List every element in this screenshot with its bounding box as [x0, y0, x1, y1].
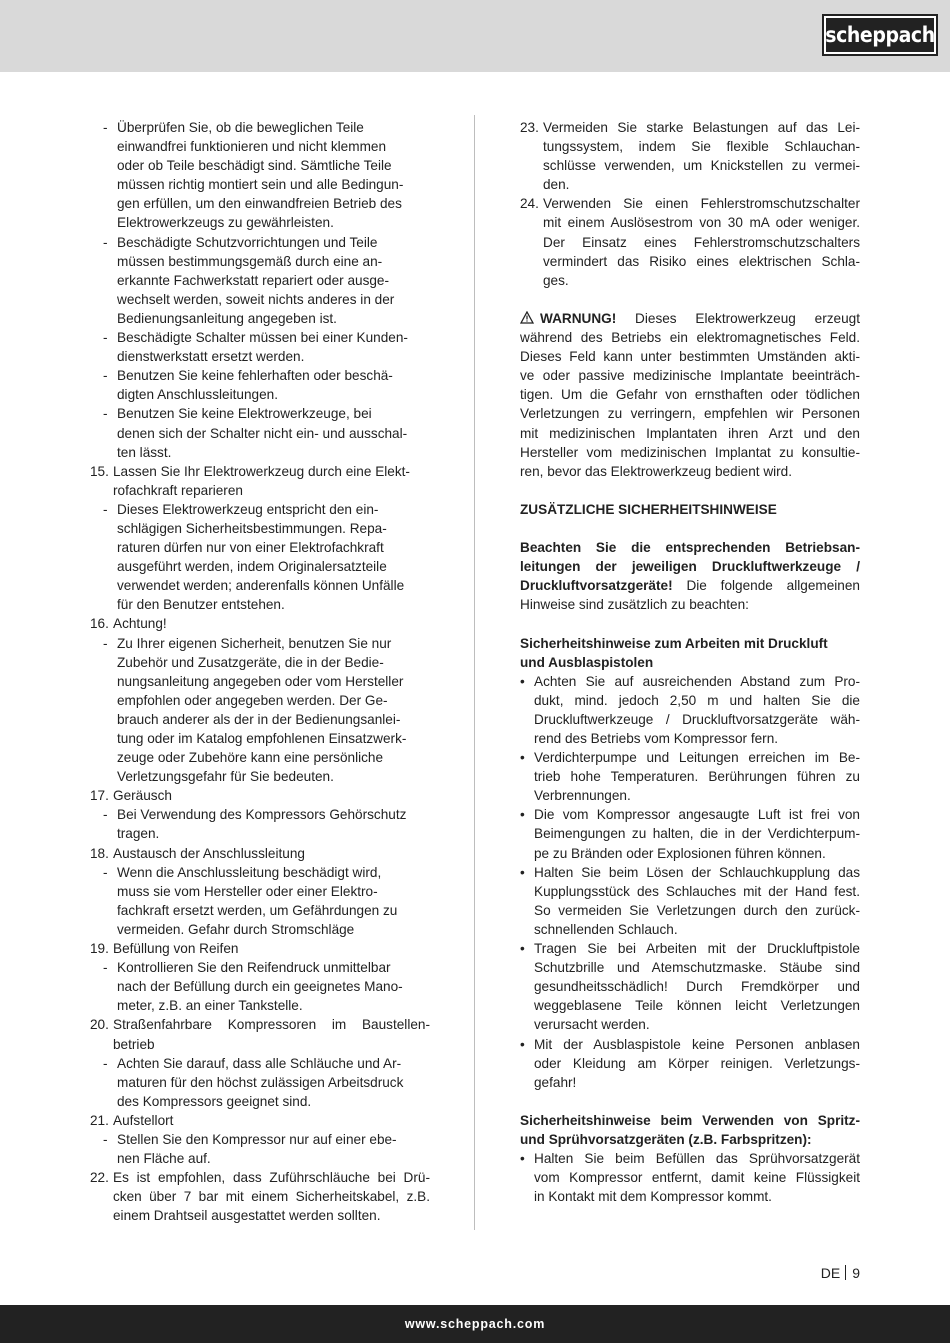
paragraph-spacer [520, 481, 860, 500]
bold-line: und Ausblaspistolen [520, 654, 654, 670]
bullet-item [520, 805, 860, 824]
dash-item [90, 1130, 430, 1149]
item-text: Aufstellort [113, 1112, 174, 1128]
item-continuation: maturen für den höchst zulässigen Arbeitsdruck [117, 1074, 404, 1090]
dash-item [90, 958, 430, 977]
item-continuation: verwendet werden; anderenfalls können Unfälle [117, 578, 405, 594]
item-continuation: denen sich der Schalter nicht ein- und ausschal- [117, 425, 408, 441]
dash-item [90, 118, 430, 137]
dash-marker: - [103, 120, 108, 135]
item-text: Halten Sie beim Lösen der Schlauchkupplung das [534, 864, 860, 880]
website-link[interactable]: www.scheppach.com [404, 1317, 546, 1331]
item-continuation: trieb hohe Temperaturen. Berührungen führen zu [534, 769, 860, 785]
item-continuation: nen Fläche auf. [117, 1151, 211, 1167]
bullet-marker: • [520, 750, 525, 766]
dash-marker: - [103, 234, 108, 250]
item-continuation: einem Drahtseil ausgestattet werden sollten. [113, 1208, 381, 1224]
item-continuation: des Kompressors geeignet sind. [117, 1093, 312, 1109]
item-number: 23. [520, 120, 539, 135]
numbered-item [90, 939, 430, 958]
paragraph-spacer [520, 290, 860, 309]
dash-item [90, 863, 430, 882]
bullet-marker: • [520, 864, 525, 880]
item-text: Beschädigte Schalter müssen bei einer Kunden- [117, 330, 408, 346]
item-text: Dieses Elektrowerkzeug entspricht den ein- [117, 501, 379, 517]
item-text: Halten Sie beim Befüllen das Sprühvorsatzgerät [534, 1151, 860, 1167]
dash-item [90, 500, 430, 519]
dash-marker: - [103, 807, 108, 823]
item-number: 17. [90, 788, 109, 804]
item-text: Verwenden Sie einen Fehlerstromschutzschalter [543, 196, 860, 212]
bullet-marker: • [520, 1151, 525, 1167]
item-continuation: müssen richtig montiert sein und alle Bedingun- [117, 177, 404, 193]
paragraph-line: Hinweise sind zusätzlich zu beachten: [520, 597, 749, 613]
item-continuation: gen erfüllen, um den einwandfreien Betrieb des [117, 196, 402, 212]
item-continuation: raturen dürfen nur von einer Elektrofachkraft [117, 540, 384, 556]
bullet-item [520, 672, 860, 691]
item-text: Überprüfen Sie, ob die beweglichen Teile [117, 120, 364, 135]
section-heading: ZUSÄTZLICHE SICHERHEITSHINWEISE [520, 501, 777, 517]
item-continuation: oder ob Teile beschädigt sind. Sämtliche Teile [117, 158, 392, 174]
item-text: Achten Sie auf ausreichenden Abstand zum Pro- [534, 673, 860, 689]
item-continuation: ten lässt. [117, 444, 172, 460]
item-number: 15. [90, 463, 109, 479]
dash-item [90, 233, 430, 252]
item-continuation: Verletzungsgefahr für Sie bedeuten. [117, 769, 334, 785]
dash-marker: - [103, 501, 108, 517]
item-continuation: weggeblasene Teile können leicht Verletzungen [534, 998, 860, 1014]
item-continuation: verursacht werden. [534, 1017, 650, 1033]
warning-label: WARNUNG! [540, 310, 617, 326]
item-text: Beschädigte Schutzvorrichtungen und Teile [117, 234, 378, 250]
dash-item [90, 366, 430, 385]
item-number: 21. [90, 1112, 109, 1128]
item-continuation: für den Benutzer entstehen. [117, 597, 285, 613]
paragraph-line: Hersteller vom medizinischen Implantat zu konsultie- [520, 444, 860, 460]
item-continuation: gefahr! [534, 1074, 577, 1090]
item-continuation: Bedienungsanleitung angegeben ist. [117, 310, 337, 326]
item-continuation: gesundheitsschädlich! Durch Fremdkörper und [534, 979, 860, 995]
paragraph-line: ve oder passive medizinische Implantate beeinträch- [520, 368, 860, 384]
item-continuation: ges. [543, 272, 569, 288]
paragraph-line [520, 576, 860, 595]
item-continuation: dukt, mind. jedoch 2,50 m und halten Sie die [534, 692, 860, 708]
item-text: Stellen Sie den Kompressor nur auf einer ebe- [117, 1131, 397, 1147]
item-text: Achtung! [113, 616, 167, 632]
numbered-item [90, 1111, 430, 1130]
item-text: Tragen Sie bei Arbeiten mit der Druckluftpistole [534, 941, 860, 957]
bold-line: Beachten Sie die entsprechenden Betriebsan- [520, 540, 860, 556]
numbered-item [520, 194, 860, 213]
item-text: Befüllung von Reifen [113, 941, 239, 957]
item-continuation: schlüsse verwenden, um Knickstellen zu vermei- [543, 158, 860, 174]
item-text: Benutzen Sie keine fehlerhaften oder beschä- [117, 368, 393, 384]
item-continuation: rend des Betriebs vom Kompressor fern. [534, 731, 779, 746]
footer-bar [0, 1305, 950, 1343]
item-text: Straßenfahrbare Kompressoren im Baustellen- [113, 1017, 430, 1033]
paragraph-spacer [520, 614, 860, 633]
dash-marker: - [103, 864, 108, 880]
dash-marker: - [103, 1055, 108, 1071]
item-text: Verdichterpumpe und Leitungen erreichen im Be- [534, 750, 860, 766]
bold-line: leitungen der jeweiligen Druckluftwerkzeuge / [520, 559, 860, 575]
item-text: Austausch der Anschlussleitung [113, 845, 305, 861]
dash-marker: - [103, 330, 108, 346]
item-text: Die vom Kompressor angesaugte Luft ist frei von [534, 807, 860, 823]
item-continuation: einwandfrei funktionieren und nicht klemmen [117, 139, 387, 155]
item-continuation: mit einem Auslösestrom von 30 mA oder weniger. [543, 215, 860, 231]
item-text: Es ist empfohlen, dass Zuführschläuche bei Drü- [113, 1170, 430, 1186]
paragraph-line: Verletzungen zu verringern, empfehlen wir Personen [520, 406, 860, 422]
item-text: Kontrollieren Sie den Reifendruck unmittelbar [117, 960, 391, 976]
item-text: Bei Verwendung des Kompressors Gehörschutz [117, 807, 407, 823]
item-continuation: oder Kleidung am Körper reinigen. Verletzungs- [534, 1055, 860, 1071]
paragraph-line: mit medizinischen Implantaten ihren Arzt und den [520, 425, 860, 441]
item-text: Geräusch [113, 788, 172, 804]
item-continuation: schnellenden Schlauch. [534, 921, 678, 937]
item-text: Benutzen Sie keine Elektrowerkzeuge, bei [117, 406, 372, 422]
item-number: 22. [90, 1170, 109, 1186]
item-continuation: nungsanleitung angegeben oder vom Hersteller [117, 673, 404, 689]
right-column [520, 118, 860, 1206]
item-continuation: meter, z.B. an einer Tankstelle. [117, 998, 303, 1014]
item-continuation: Elektrowerkzeugs zu gewährleisten. [117, 215, 334, 231]
dash-item [90, 404, 430, 423]
warning-line [520, 309, 860, 328]
item-continuation: digten Anschlussleitungen. [117, 387, 278, 403]
item-continuation: vermindert das Risiko eines elektrischen Schla- [543, 253, 860, 269]
item-text: Lassen Sie Ihr Elektrowerkzeug durch eine Elekt- [113, 463, 410, 479]
numbered-item [90, 844, 430, 863]
paragraph-spacer [520, 519, 860, 538]
item-continuation: vom Kompressor entfernt, damit keine Flüssigkeit [534, 1170, 860, 1186]
dash-marker: - [103, 635, 108, 651]
item-continuation: müssen bestimmungsgemäß durch eine an- [117, 253, 383, 269]
paragraph-spacer [520, 1092, 860, 1111]
numbered-item [90, 786, 430, 805]
paragraph-line: ren, bevor das Elektrowerkzeug bedient wird. [520, 463, 793, 479]
item-continuation: in Kontakt mit dem Kompressor kommt. [534, 1189, 772, 1205]
item-number: 24. [520, 196, 539, 212]
bold-line: und Sprühvorsatzgeräten (z.B. Farbspritzen): [520, 1131, 812, 1147]
bold-text: Druckluftvorsatzgeräte! [520, 578, 673, 594]
brand-logo: scheppach [824, 16, 936, 54]
bullet-marker: • [520, 1036, 525, 1052]
item-continuation: empfohlen oder angegeben werden. Der Ge- [117, 692, 388, 708]
item-continuation: ausgeführt werden, indem Originalersatzteile [117, 559, 387, 575]
column-divider [474, 115, 475, 1230]
numbered-item [90, 1015, 430, 1034]
dash-marker: - [103, 1131, 108, 1147]
dash-item [90, 1054, 430, 1073]
dash-marker: - [103, 960, 108, 976]
item-continuation: dienstwerkstatt ersetzt werden. [117, 349, 305, 365]
bullet-marker: • [520, 941, 525, 957]
item-continuation: wechselt werden, soweit nichts anderes in der [117, 291, 395, 307]
numbered-item [90, 462, 430, 481]
paragraph-line: während des Betriebs ein elektromagnetisches Feld. [520, 330, 860, 346]
paragraph-line: tigen. Um die Gefahr von ernsthaften oder tödlichen [520, 387, 860, 403]
bullet-item [520, 748, 860, 767]
bold-line: Sicherheitshinweise beim Verwenden von Spritz- [520, 1112, 860, 1128]
numbered-item [90, 1168, 430, 1187]
item-continuation: muss sie vom Hersteller oder einer Elektro- [117, 883, 378, 899]
language-code: DE [820, 1265, 841, 1281]
dash-item [90, 634, 430, 653]
item-number: 16. [90, 616, 109, 632]
item-continuation: Druckluftwerkzeuge / Druckluftvorsatzgeräte wäh- [534, 711, 860, 727]
item-text: Zu Ihrer eigenen Sicherheit, benutzen Sie nur [117, 635, 392, 651]
item-continuation: schlägigen Sicherheitsbestimmungen. Repa- [117, 520, 387, 536]
item-continuation: Beimengungen zu halten, die in der Verdichterpum- [534, 826, 860, 842]
item-continuation: tragen. [117, 826, 160, 842]
regular-text: Die folgende allgemeinen [672, 578, 860, 594]
dash-item [90, 805, 430, 824]
dash-marker: - [103, 368, 108, 384]
item-continuation: Zubehör und Zusatzgeräte, die in der Bedie- [117, 654, 384, 670]
dash-marker: - [103, 406, 108, 422]
item-continuation: rofachkraft reparieren [113, 482, 243, 498]
page-number-value: 9 [852, 1265, 860, 1281]
bullet-item [520, 1035, 860, 1054]
item-continuation: zeuge oder Zubehöre kann eine persönliche [117, 750, 384, 766]
item-number: 20. [90, 1017, 109, 1033]
item-continuation: Schutzbrille und Atemschutzmaske. Stäube sind [534, 960, 860, 976]
item-text: Vermeiden Sie starke Belastungen auf das Lei- [543, 120, 860, 135]
item-continuation: Kupplungsstück des Schlauches mit der Hand fest. [534, 883, 860, 899]
item-continuation: Verbrennungen. [534, 788, 631, 804]
header-bar [0, 0, 950, 72]
item-text: Achten Sie darauf, dass alle Schläuche und Ar- [117, 1055, 402, 1071]
item-continuation: den. [543, 177, 570, 193]
bullet-marker: • [520, 807, 525, 823]
item-continuation: So vermeiden Sie Verletzungen durch den zurück- [534, 902, 860, 918]
item-continuation: pe zu Bränden oder Explosionen führen können. [534, 845, 826, 861]
item-text: Wenn die Anschlussleitung beschädigt wird, [117, 864, 382, 880]
warning-text: Dieses Elektrowerkzeug erzeugt [616, 310, 860, 326]
item-continuation: Der Einsatz eines Fehlerstromschutzschalters [543, 234, 860, 250]
bold-line: Sicherheitshinweise zum Arbeiten mit Druckluft [520, 635, 828, 651]
item-continuation: betrieb [113, 1036, 155, 1052]
item-continuation: cken über 7 bar mit einem Sicherheitskabel, z.B. [113, 1189, 430, 1205]
item-continuation: brauch anderer als der in der Bedienungsanlei- [117, 711, 401, 727]
bullet-item [520, 939, 860, 958]
bullet-marker: • [520, 673, 525, 689]
page-number [821, 1265, 860, 1281]
numbered-item [90, 614, 430, 633]
bullet-item [520, 863, 860, 882]
item-continuation: tungssystem, indem Sie flexible Schlauchan- [543, 139, 860, 155]
item-text: Mit der Ausblaspistole keine Personen anblasen [534, 1036, 860, 1052]
item-continuation: erkannte Fachwerkstatt repariert oder ausge- [117, 272, 390, 288]
dash-item [90, 328, 430, 347]
item-continuation: vermeiden. Gefahr durch Stromschläge [117, 921, 355, 937]
paragraph-line: Dieses Feld kann unter bestimmten Umständen akti- [520, 349, 860, 365]
item-number: 19. [90, 941, 109, 957]
page-separator [845, 1265, 846, 1280]
bullet-item [520, 1149, 860, 1168]
left-column [90, 118, 430, 1225]
item-continuation: fachkraft ersetzt werden, um Gefährdungen zu [117, 902, 398, 918]
item-continuation: nach der Befüllung durch ein geeignetes Mano- [117, 979, 403, 995]
item-continuation: tung oder im Katalog empfohlenen Einsatzwerk- [117, 731, 407, 746]
warning-triangle-icon [520, 310, 534, 323]
item-number: 18. [90, 845, 109, 861]
numbered-item [520, 118, 860, 137]
